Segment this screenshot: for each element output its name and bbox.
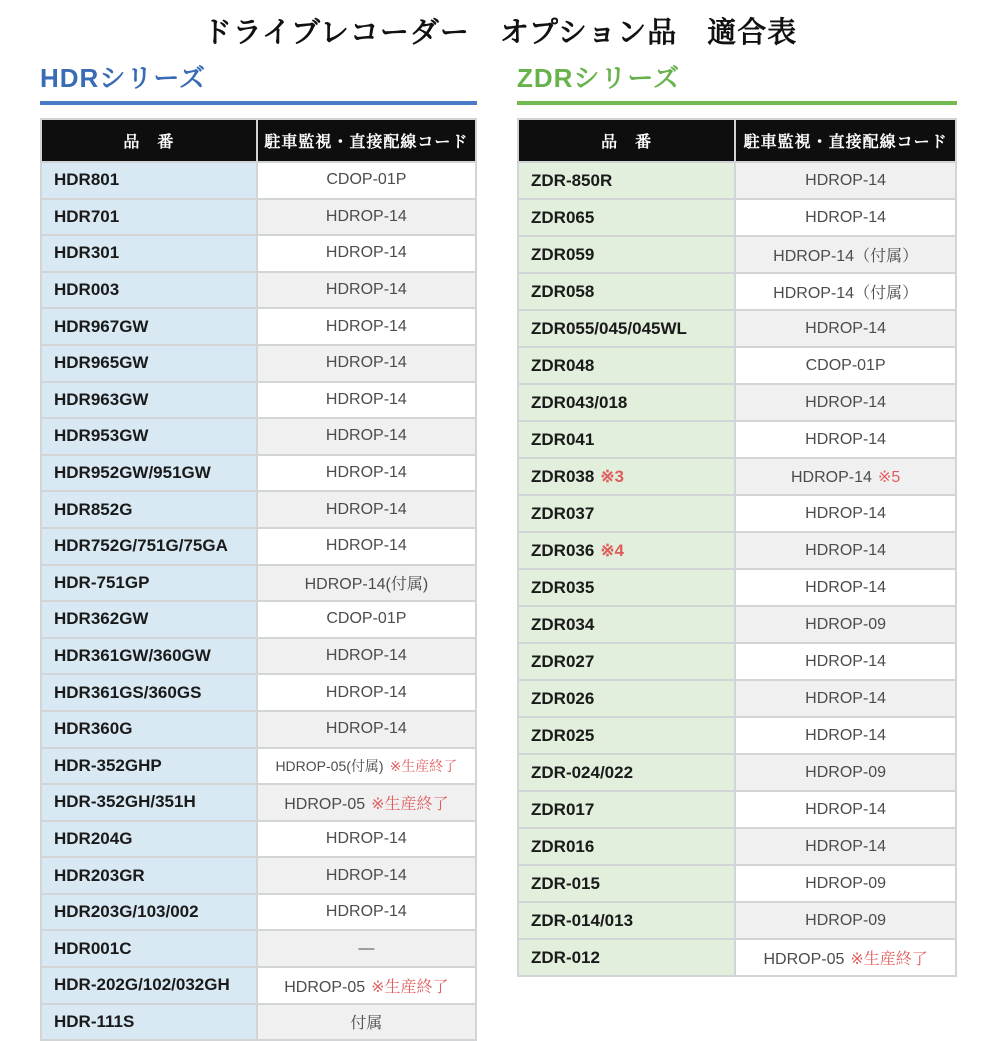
code-value: HDROP-14 (325, 500, 407, 518)
model-number: ZDR-014/013 (531, 910, 634, 930)
code-cell (257, 235, 476, 272)
model-cell (518, 791, 735, 828)
table-row (41, 199, 476, 236)
table-row (41, 491, 476, 528)
code-value: CDOP-01P (805, 356, 886, 374)
hdr-compat-table (40, 118, 477, 1041)
code-value: HDROP-14 (325, 683, 407, 701)
hdr-table-body (41, 162, 476, 1040)
code-value: HDROP-05 (284, 978, 366, 996)
table-row (518, 347, 956, 384)
table-row (518, 458, 956, 495)
model-number: ZDR041 (531, 429, 595, 449)
model-note: ※3 (600, 466, 625, 486)
code-cell (735, 236, 956, 273)
model-number: ZDR034 (531, 614, 595, 634)
table-row (518, 162, 956, 199)
model-number: HDR852G (54, 499, 133, 519)
model-number: HDR361GW/360GW (54, 646, 211, 666)
model-cell (41, 235, 257, 272)
table-row (41, 162, 476, 199)
model-cell (41, 674, 257, 711)
model-number: HDR361GS/360GS (54, 682, 202, 702)
code-value: CDOP-01P (326, 171, 407, 189)
model-number: ZDR027 (531, 651, 595, 671)
model-cell (518, 495, 735, 532)
code-cell (257, 565, 476, 602)
code-cell (735, 310, 956, 347)
code-cell (735, 828, 956, 865)
code-cell (735, 643, 956, 680)
model-cell (41, 528, 257, 565)
code-cell (257, 1004, 476, 1041)
code-cell (257, 418, 476, 455)
model-cell (41, 894, 257, 931)
model-cell (41, 821, 257, 858)
model-cell (518, 828, 735, 865)
model-number: ZDR065 (531, 207, 595, 227)
model-cell (518, 310, 735, 347)
code-value: HDROP-14 (325, 317, 407, 335)
code-value: HDROP-05 (284, 795, 366, 813)
table-row (41, 308, 476, 345)
tables-wrap (0, 63, 1000, 1041)
model-number: ZDR-850R (531, 170, 613, 190)
model-number: HDR-352GH/351H (54, 792, 196, 812)
table-row (41, 345, 476, 382)
model-cell (518, 606, 735, 643)
code-value: HDROP-14 (805, 652, 887, 670)
model-cell (41, 491, 257, 528)
code-cell (257, 345, 476, 382)
code-value: 付属 (350, 1015, 383, 1033)
code-value: HDROP-09 (805, 874, 887, 892)
code-cell (735, 532, 956, 569)
code-cell (257, 967, 476, 1004)
code-value: HDROP-14 (805, 837, 887, 855)
model-number: HDR701 (54, 206, 120, 226)
model-cell (518, 754, 735, 791)
model-cell (518, 347, 735, 384)
code-value: HDROP-05 (763, 951, 845, 968)
code-value: HDROP-14 (325, 281, 407, 299)
code-cell (735, 273, 956, 310)
model-number: HDR-202G/102/032GH (54, 975, 230, 995)
code-note: ※生産終了 (371, 978, 449, 996)
table-row (41, 601, 476, 638)
model-cell (41, 784, 257, 821)
model-number: ZDR017 (531, 799, 595, 819)
code-cell (735, 902, 956, 939)
model-note: ※4 (600, 540, 625, 560)
model-number: ZDR058 (531, 281, 595, 301)
code-cell (735, 162, 956, 199)
code-value: HDROP-14 (325, 537, 407, 555)
model-number: ZDR036 (531, 540, 595, 560)
code-cell (257, 894, 476, 931)
table-row (41, 455, 476, 492)
model-cell (41, 455, 257, 492)
table-row (41, 638, 476, 675)
model-number: HDR203G/103/002 (54, 902, 199, 922)
model-number: HDR001C (54, 938, 132, 958)
table-row (41, 967, 476, 1004)
model-cell (41, 1004, 257, 1041)
code-value: HDROP-14 (325, 244, 407, 262)
model-cell (518, 865, 735, 902)
model-cell (41, 638, 257, 675)
model-cell (518, 162, 735, 199)
code-cell (735, 680, 956, 717)
code-value: HDROP-14 (805, 393, 887, 411)
code-value: HDROP-14 (325, 720, 407, 738)
column-header-code: 駐車監視・直接配線コード (257, 119, 476, 162)
table-row (41, 565, 476, 602)
code-value: HDROP-14 (325, 207, 407, 225)
model-cell (41, 272, 257, 309)
code-cell (257, 601, 476, 638)
zdr-compat-table (517, 118, 957, 977)
code-value: HDROP-09 (805, 615, 887, 633)
code-cell (257, 455, 476, 492)
model-number: HDR362GW (54, 609, 149, 629)
model-number: ZDR-015 (531, 873, 600, 893)
code-cell (735, 384, 956, 421)
code-cell (257, 674, 476, 711)
table-row (518, 939, 956, 976)
code-value: HDROP-05(付属) (275, 757, 384, 774)
model-number: HDR963GW (54, 389, 149, 409)
page-title: ドライブレコーダー オプション品 適合表 (202, 17, 798, 49)
model-number: HDR003 (54, 280, 120, 300)
table-row (518, 532, 956, 569)
code-cell (735, 569, 956, 606)
code-cell (257, 162, 476, 199)
table-row (41, 418, 476, 455)
model-cell (518, 643, 735, 680)
model-number: ZDR048 (531, 355, 595, 375)
model-cell (41, 162, 257, 199)
model-cell (41, 199, 257, 236)
zdr-series-underline (517, 101, 957, 105)
model-cell (41, 930, 257, 967)
column-header-code: 駐車監視・直接配線コード (735, 119, 956, 162)
code-value: HDROP-14(付属) (304, 576, 429, 594)
code-cell (735, 347, 956, 384)
model-cell (41, 418, 257, 455)
code-value: HDROP-14 (805, 726, 887, 744)
code-cell (257, 930, 476, 967)
model-number: HDR752G/751G/75GA (54, 536, 228, 556)
model-number: HDR952GW/951GW (54, 463, 211, 483)
model-cell (41, 857, 257, 894)
model-number: ZDR037 (531, 503, 595, 523)
code-cell (735, 421, 956, 458)
model-cell (41, 967, 257, 1004)
table-row (41, 711, 476, 748)
code-value: HDROP-14 (805, 578, 887, 596)
code-value: HDROP-14 (325, 829, 407, 847)
column-header-model: 品 番 (518, 119, 735, 162)
model-number: HDR360G (54, 719, 133, 739)
table-row (41, 857, 476, 894)
code-value: HDROP-14 (325, 390, 407, 408)
table-row (518, 828, 956, 865)
model-number: HDR-352GHP (54, 755, 162, 775)
code-cell (257, 821, 476, 858)
code-value: HDROP-14 (805, 541, 887, 559)
model-cell (518, 902, 735, 939)
code-cell (735, 754, 956, 791)
model-number: HDR204G (54, 828, 133, 848)
model-cell (518, 717, 735, 754)
code-value: HDROP-14 (805, 504, 887, 522)
model-cell (518, 458, 735, 495)
code-value: HDROP-14 (805, 208, 887, 226)
model-cell (518, 569, 735, 606)
model-cell (41, 345, 257, 382)
code-value: HDROP-14 (325, 903, 407, 921)
model-cell (518, 199, 735, 236)
code-cell (735, 199, 956, 236)
table-row (518, 791, 956, 828)
code-cell (257, 528, 476, 565)
table-row (518, 643, 956, 680)
table-row (518, 199, 956, 236)
zdr-series-section (517, 63, 957, 977)
model-cell (41, 308, 257, 345)
code-value: HDROP-14 (325, 464, 407, 482)
table-row (41, 528, 476, 565)
table-row (518, 606, 956, 643)
header-row (518, 119, 956, 162)
code-cell (735, 495, 956, 532)
model-number: HDR967GW (54, 316, 149, 336)
code-note: ※生産終了 (371, 795, 449, 813)
code-value: HDROP-14（付属） (773, 285, 919, 302)
code-value: CDOP-01P (326, 610, 407, 628)
code-cell (735, 606, 956, 643)
table-row (41, 674, 476, 711)
model-number: HDR301 (54, 243, 120, 263)
model-number: ZDR059 (531, 244, 595, 264)
table-row (518, 421, 956, 458)
table-row (518, 902, 956, 939)
code-value: HDROP-14 (805, 800, 887, 818)
hdr-series-underline (40, 101, 477, 105)
code-value: HDROP-14 (325, 647, 407, 665)
code-value: HDROP-14 (325, 427, 407, 445)
model-cell (41, 748, 257, 785)
model-cell (518, 680, 735, 717)
code-note: ※5 (877, 468, 901, 486)
model-number: ZDR-012 (531, 947, 600, 967)
code-value: HDROP-09 (805, 911, 887, 929)
code-value: HDROP-14 (805, 430, 887, 448)
code-note: ※生産終了 (850, 951, 928, 968)
table-row (518, 384, 956, 421)
model-number: ZDR055/045/045WL (531, 318, 687, 338)
code-note: ※生産終了 (389, 757, 458, 774)
code-value: HDROP-14（付属） (773, 248, 919, 265)
table-row (518, 865, 956, 902)
table-row (518, 273, 956, 310)
code-cell (257, 784, 476, 821)
table-row (41, 1004, 476, 1041)
code-cell (257, 272, 476, 309)
code-value: HDROP-14 (325, 866, 407, 884)
code-value: HDROP-14 (805, 319, 887, 337)
model-cell (518, 532, 735, 569)
model-cell (41, 601, 257, 638)
table-row (41, 894, 476, 931)
model-number: ZDR035 (531, 577, 595, 597)
table-row (518, 717, 956, 754)
code-cell (735, 458, 956, 495)
code-value: HDROP-09 (805, 763, 887, 781)
table-row (518, 310, 956, 347)
table-row (41, 930, 476, 967)
model-number: HDR-751GP (54, 572, 150, 592)
header-row (41, 119, 476, 162)
table-row (518, 236, 956, 273)
code-cell (257, 199, 476, 236)
model-cell (41, 565, 257, 602)
column-header-model: 品 番 (41, 119, 257, 162)
model-cell (41, 711, 257, 748)
code-value: HDROP-14 (791, 468, 872, 486)
zdr-series-title: ZDRシリーズ (517, 63, 681, 93)
model-cell (518, 273, 735, 310)
code-value: — (358, 939, 375, 957)
model-number: ZDR016 (531, 836, 595, 856)
table-row (41, 784, 476, 821)
model-number: ZDR026 (531, 688, 595, 708)
model-cell (518, 939, 735, 976)
code-cell (735, 865, 956, 902)
table-row (41, 272, 476, 309)
table-row (41, 235, 476, 272)
table-row (41, 821, 476, 858)
zdr-table-body (518, 162, 956, 976)
model-number: HDR-111S (54, 1011, 135, 1031)
code-value: HDROP-14 (325, 354, 407, 372)
model-cell (518, 421, 735, 458)
model-number: HDR801 (54, 170, 120, 190)
model-number: ZDR038 (531, 466, 595, 486)
table-row (518, 680, 956, 717)
code-cell (735, 939, 956, 976)
model-number: ZDR025 (531, 725, 595, 745)
code-cell (257, 711, 476, 748)
code-cell (257, 857, 476, 894)
model-number: HDR965GW (54, 353, 149, 373)
code-value: HDROP-14 (805, 171, 887, 189)
model-cell (518, 236, 735, 273)
model-number: HDR203GR (54, 865, 145, 885)
code-cell (257, 748, 476, 785)
table-row (41, 382, 476, 419)
model-number: HDR953GW (54, 426, 149, 446)
table-row (518, 754, 956, 791)
table-row (518, 495, 956, 532)
code-cell (735, 791, 956, 828)
code-cell (735, 717, 956, 754)
model-cell (518, 384, 735, 421)
code-cell (257, 491, 476, 528)
hdr-series-title: HDRシリーズ (40, 63, 207, 93)
code-cell (257, 638, 476, 675)
code-cell (257, 382, 476, 419)
model-cell (41, 382, 257, 419)
table-row (518, 569, 956, 606)
hdr-series-section (40, 63, 477, 1041)
model-number: ZDR043/018 (531, 392, 628, 412)
model-number: ZDR-024/022 (531, 762, 634, 782)
table-row (41, 748, 476, 785)
code-value: HDROP-14 (805, 689, 887, 707)
code-cell (257, 308, 476, 345)
